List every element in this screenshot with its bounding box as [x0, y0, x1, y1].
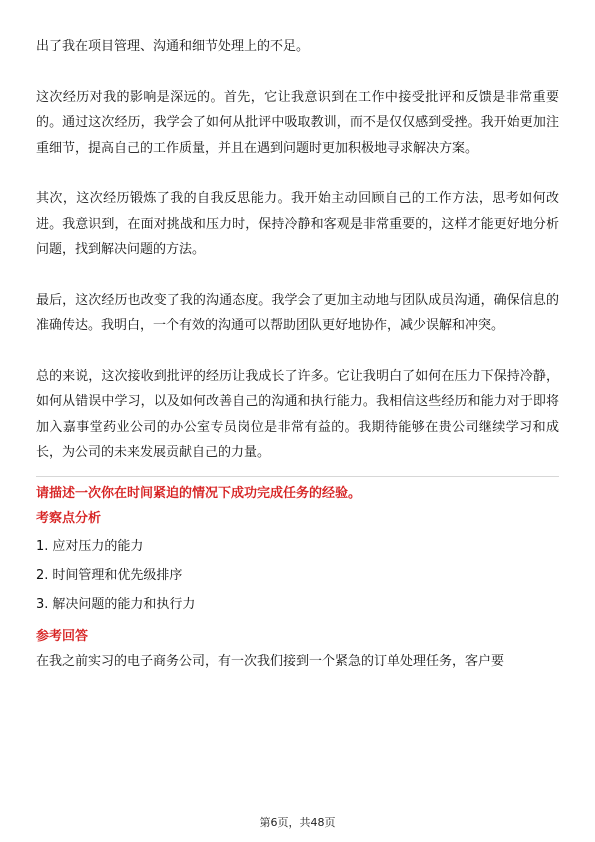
- answer-heading: 参考回答: [36, 628, 89, 644]
- paragraph-continuation: 出了我在项目管理、沟通和细节处理上的不足。: [36, 39, 310, 54]
- answer-text: 在我之前实习的电子商务公司，有一次我们接到一个紧急的订单处理任务，客户要: [36, 653, 505, 669]
- interview-question: 请描述一次你在时间紧迫的情况下成功完成任务的经验。: [36, 485, 362, 501]
- paragraph-reflection: 其次，这次经历锻炼了我的自我反思能力。我开始主动回顾自己的工作方法，思考如何改进。我意识到，在面对挑战和压力时，保持冷静和客观是非常重要的，这样才能更好地分析问题，找到解决问题的方法。: [36, 191, 559, 257]
- paragraph-communication: 最后，这次经历也改变了我的沟通态度。我学会了更加主动地与团队成员沟通，确保信息的准确传达。我明白，一个有效的沟通可以帮助团队更好地协作，减少误解和冲突。: [36, 292, 559, 333]
- analysis-item: [36, 595, 559, 615]
- analysis-item-text: 应对压力的能力: [52, 538, 144, 554]
- analysis-item-number: 3.: [36, 596, 49, 612]
- analysis-heading: 考察点分析: [36, 510, 102, 526]
- section-divider: [36, 476, 559, 477]
- analysis-item-text: 解决问题的能力和执行力: [52, 596, 196, 612]
- analysis-item-number: 2.: [36, 567, 49, 583]
- analysis-item-number: 1.: [36, 538, 49, 554]
- analysis-item: [36, 537, 559, 557]
- analysis-item-text: 时间管理和优先级排序: [52, 567, 183, 583]
- analysis-item: [36, 566, 559, 586]
- paragraph-impact: 这次经历对我的影响是深远的。首先，它让我意识到在工作中接受批评和反馈是非常重要的。通过这次经历，我学会了如何从批评中吸取教训，而不是仅仅感到受挫。我开始更加注重细节，提高自己的工作质量，并且在遇到问题时更加积极地寻求解决方案。: [36, 89, 559, 156]
- page-number-footer: 第6页，共48页: [259, 816, 336, 829]
- document-page: [36, 34, 559, 673]
- paragraph-summary: 总的来说，这次接收到批评的经历让我成长了许多。它让我明白了如何在压力下保持冷静，如何从错误中学习，以及如何改善自己的沟通和执行能力。我相信这些经历和能力对于即将加入嘉事堂药业公司的办公室专员岗位是非常有益的。我期待能够在贵公司继续学习和成长，为公司的未来发展贡献自己的力量。: [36, 368, 559, 460]
